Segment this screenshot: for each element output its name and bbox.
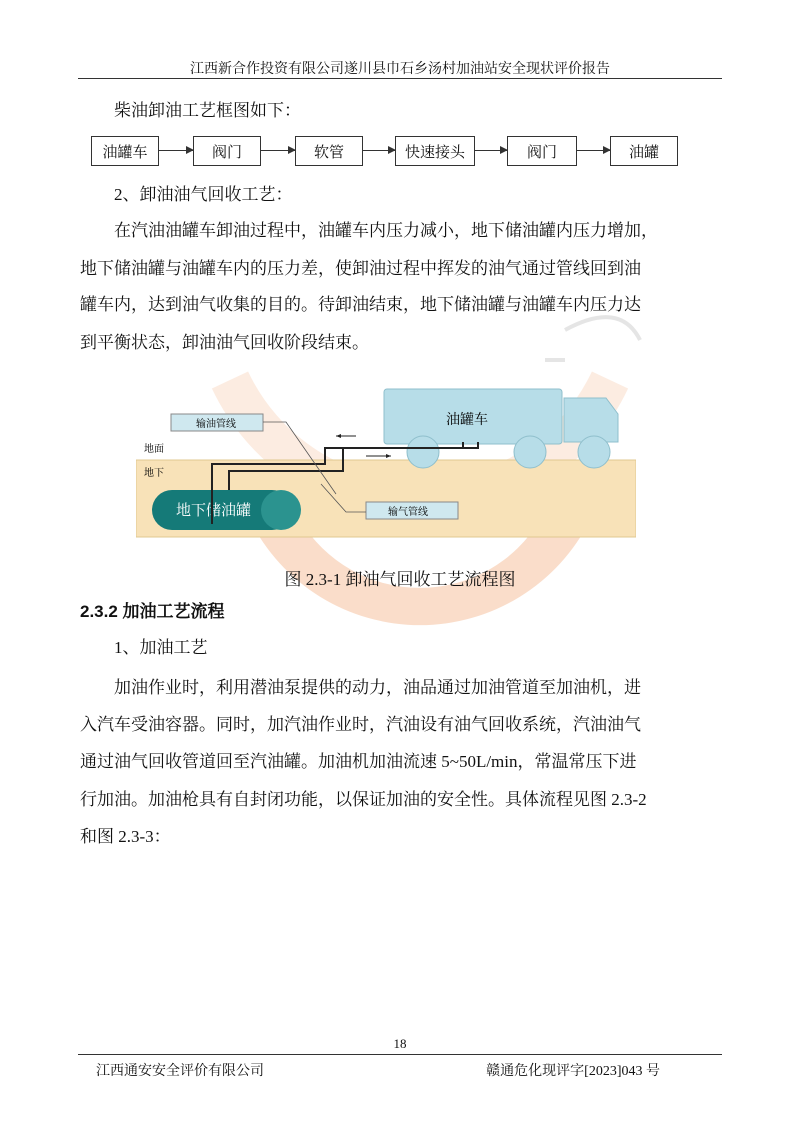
- section-heading: 2.3.2 加油工艺流程: [80, 602, 225, 621]
- ground-label: 地面: [144, 444, 164, 455]
- header-divider: [78, 78, 722, 79]
- arrow-icon: [261, 150, 295, 151]
- paragraph-line: 罐车内，达到油气收集的目的。待卸油结束，地下储油罐与油罐车内压力达: [80, 295, 641, 314]
- diesel-intro: 柴油卸油工艺框图如下：: [114, 101, 301, 120]
- flow-step: 阀门: [193, 136, 261, 166]
- footer-divider: [78, 1054, 722, 1055]
- paragraph-line: 和图 2.3-3：: [80, 827, 171, 846]
- paragraph-line: 加油作业时，利用潜油泵提供的动力，油品通过加油管道至加油机，进: [114, 678, 641, 697]
- paragraph-line: 在汽油油罐车卸油过程中，油罐车内压力减小，地下储油罐内压力增加，: [114, 221, 658, 240]
- subsection-title: 1、加油工艺: [114, 638, 208, 657]
- paragraph-line: 入汽车受油容器。同时，加汽油作业时，汽油设有油气回收系统，汽油油气: [80, 715, 641, 734]
- arrow-icon: [159, 150, 193, 151]
- truck-label: 油罐车: [446, 413, 488, 428]
- arrow-icon: [577, 150, 610, 151]
- arrow-icon: [363, 150, 395, 151]
- page-number: 18: [393, 1036, 407, 1051]
- flow-step: 油罐: [610, 136, 678, 166]
- paragraph-line: 行加油。加油枪具有自封闭功能，以保证加油的安全性。具体流程见图 2.3-2: [80, 790, 647, 809]
- tank-label: 地下储油罐: [176, 503, 252, 519]
- footer-doc-number: 赣通危化现评字[2023]043 号: [486, 1064, 660, 1079]
- paragraph-line: 到平衡状态，卸油油气回收阶段结束。: [80, 333, 369, 352]
- footer-company: 江西通安安全评价有限公司: [96, 1064, 264, 1079]
- paragraph-line: 地下储油罐与油罐车内的压力差，使卸油过程中挥发的油气通过管线回到油: [80, 259, 641, 278]
- oil-line-label: 输油管线: [196, 419, 236, 430]
- arrow-icon: [475, 150, 507, 151]
- gas-line-label: 输气管线: [388, 507, 428, 518]
- paragraph-line: 通过油气回收管道回至汽油罐。加油机加油流速 5~50L/min，常温常压下进: [80, 752, 637, 771]
- flow-step: 软管: [295, 136, 363, 166]
- section-title: 2、卸油油气回收工艺：: [114, 185, 293, 204]
- figure-caption: 图 2.3-1 卸油气回收工艺流程图: [284, 570, 516, 589]
- flow-step: 阀门: [507, 136, 577, 166]
- unloading-vapor-recovery-diagram: [136, 384, 636, 538]
- underground-label: 地下: [144, 468, 164, 479]
- flow-step: 快速接头: [395, 136, 475, 166]
- flow-step: 油罐车: [91, 136, 159, 166]
- page-header: 江西新合作投资有限公司遂川县巾石乡汤村加油站安全现状评价报告: [190, 62, 610, 77]
